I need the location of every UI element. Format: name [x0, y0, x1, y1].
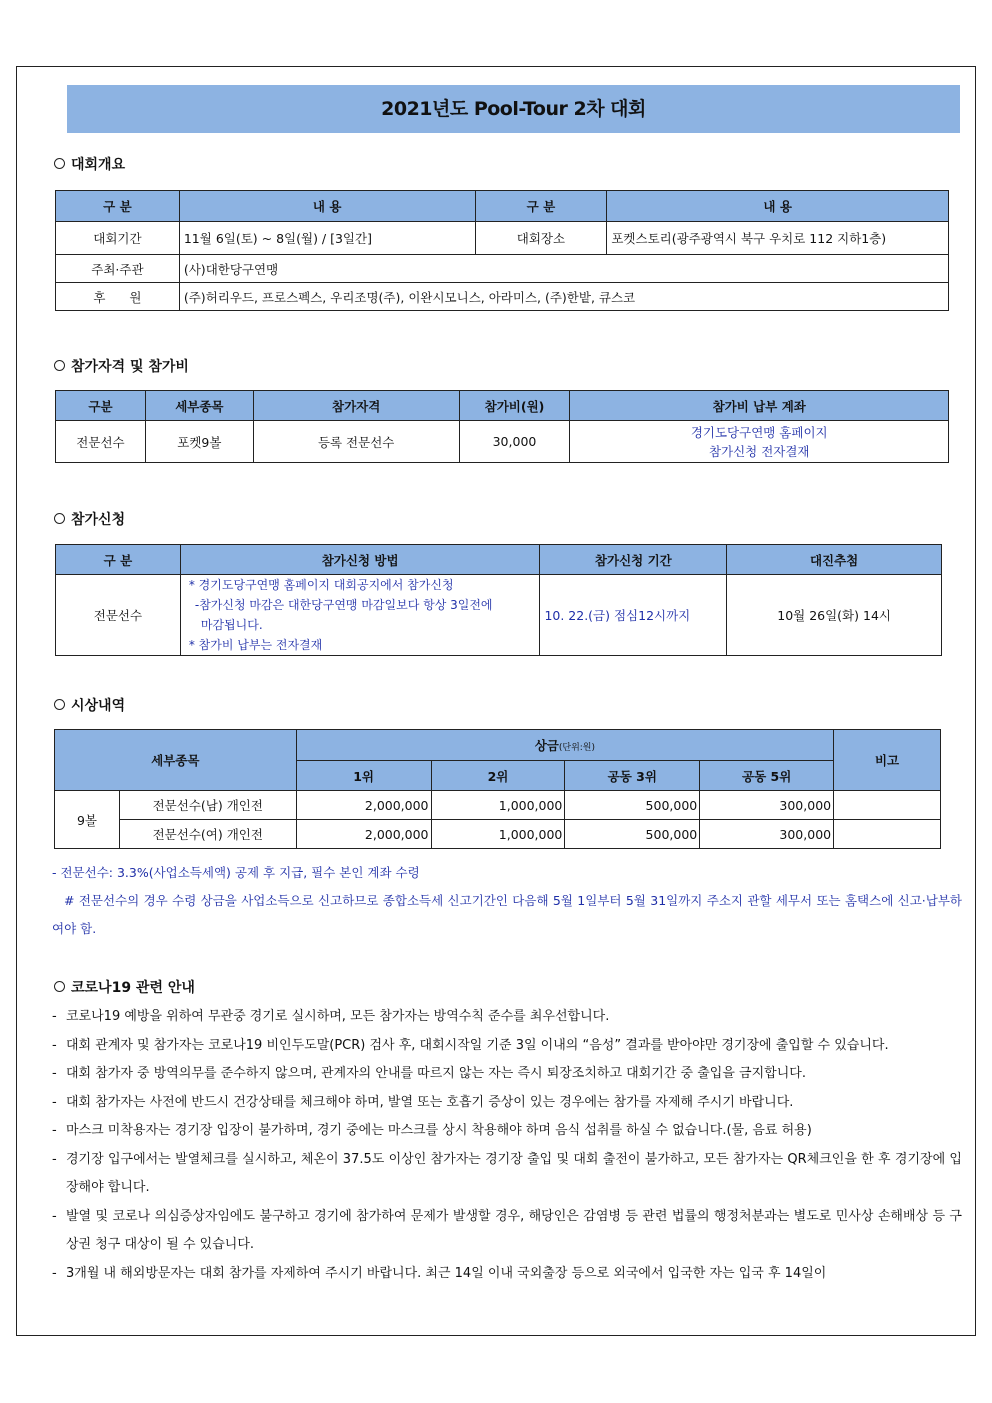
qualification-cell: 등록 전문선수 [253, 421, 459, 463]
prize-value-cell: 500,000 [565, 820, 700, 849]
covid-notice-list [52, 1003, 962, 1288]
host-label: 주최·주관 [56, 255, 180, 283]
page-title: 2021년도 Pool-Tour 2차 대회 [67, 85, 960, 133]
table-header-row [55, 730, 941, 761]
table-header-cell: 구분 [56, 391, 146, 421]
note-cell [834, 791, 941, 820]
prize-notes [52, 859, 962, 943]
table-row [56, 421, 949, 463]
prize-note-line: - 전문선수: 3.3%(사업소득세액) 공제 후 지급, 필수 본인 계좌 수령 [52, 865, 420, 880]
section-heading-text: 시상내역 [71, 698, 126, 714]
covid-notice-text: 대회 관계자 및 참가자는 코로나19 비인두도말(PCR) 검사 후, 대회시작일 기준 3일 이내의 “음성” 결과를 받아야만 경기장에 출입할 수 있습니다. [66, 1037, 889, 1053]
method-line: * 참가비 납부는 전자결재 [188, 638, 323, 652]
prize-value-cell: 300,000 [700, 820, 834, 849]
payment-line: 경기도당구연맹 홈페이지 [690, 424, 828, 440]
circle-bullet-icon [54, 158, 65, 169]
period-cell: 10. 22.(금) 점심12시까지 [540, 575, 727, 656]
table-header-row [56, 391, 949, 421]
list-item: - 마스크 미착용자는 경기장 입장이 불가하며, 경기 중에는 마스크를 상시 착용해야 하며 음식 섭취를 하실 수 없습니다.(물, 음료 허용) [52, 1117, 962, 1146]
payment-line: 참가신청 전자결재 [708, 443, 810, 459]
table-header-cell: 구 분 [475, 191, 607, 222]
category-cell: 전문선수 [56, 575, 181, 656]
overview-table [55, 190, 949, 311]
table-header-cell: 내 용 [607, 191, 949, 222]
group-cell: 9볼 [55, 791, 120, 849]
category-cell: 전문선수 [56, 421, 146, 463]
prize-header-text: 상금 [534, 738, 559, 753]
method-line: -참가신청 마감은 대한당구연맹 마감일보다 항상 3일전에 [194, 598, 493, 612]
covid-notice-text: 경기장 입구에서는 발열체크를 실시하고, 체온이 37.5도 이상인 참가자는 경기장 출입 및 대회 출전이 불가하고, 모든 참가자는 QR체크인을 한 후 경기장에 입장해야 합니다. [66, 1151, 962, 1195]
table-header-cell: 구 분 [56, 191, 180, 222]
table-row [55, 820, 941, 849]
section-heading-prizes [54, 695, 125, 715]
prize-value-cell: 500,000 [565, 791, 700, 820]
sponsor-value: (주)허리우드, 프로스펙스, 우리조명(주), 이완시모니스, 아라미스, (주)한밭, 큐스코 [179, 283, 948, 311]
table-header-cell: 참가신청 방법 [180, 545, 540, 575]
eligibility-table [55, 390, 949, 463]
note-header: 비고 [834, 730, 941, 791]
list-item: - 대회 관계자 및 참가자는 코로나19 비인두도말(PCR) 검사 후, 대회시작일 기준 3일 이내의 “음성” 결과를 받아야만 경기장에 출입할 수 있습니다. [52, 1032, 962, 1061]
section-heading-text: 코로나19 관련 안내 [71, 980, 195, 996]
circle-bullet-icon [54, 360, 65, 371]
table-header-row [56, 191, 949, 222]
event-name-cell: 전문선수(여) 개인전 [119, 820, 296, 849]
table-row [55, 791, 941, 820]
list-item: - 경기장 입구에서는 발열체크를 실시하고, 체온이 37.5도 이상인 참가자는 경기장 출입 및 대회 출전이 불가하고, 모든 참가자는 QR체크인을 한 후 경기장에 입장해야 합니다. [52, 1146, 962, 1203]
prize-value-cell: 2,000,000 [296, 820, 431, 849]
table-row [56, 283, 949, 311]
prize-unit: (단위:원) [558, 743, 596, 753]
method-line: * 경기도당구연맹 홈페이지 대회공지에서 참가신청 [188, 578, 454, 592]
covid-notice-text: 대회 참가자는 사전에 반드시 건강상태를 체크해야 하며, 발열 또는 호흡기 증상이 있는 경우에는 참가를 자제해 주시기 바랍니다. [66, 1094, 794, 1110]
table-header-row [56, 545, 942, 575]
table-header-cell: 대진추첨 [727, 545, 942, 575]
covid-notice-text: 마스크 미착용자는 경기장 입장이 불가하며, 경기 중에는 마스크를 상시 착용해야 하며 음식 섭취를 하실 수 없습니다.(물, 음료 허용) [66, 1123, 812, 1138]
list-item: - 대회 참가자는 사전에 반드시 건강상태를 체크해야 하며, 발열 또는 호흡기 증상이 있는 경우에는 참가를 자제해 주시기 바랍니다. [52, 1089, 962, 1118]
prize-value-cell: 2,000,000 [296, 791, 431, 820]
circle-bullet-icon [54, 981, 65, 992]
event-header: 세부종목 [55, 730, 297, 791]
covid-notice-text: 발열 및 코로나 의심증상자임에도 불구하고 경기에 참가하여 문제가 발생할 경우, 해당인은 감염병 등 관련 법률의 행정처분과는 별도로 민사상 손해배상 등 구상권 청구 대상이 될 수 있습니다. [66, 1208, 962, 1252]
list-item: - 코로나19 예방을 위하여 무관중 경기로 실시하며, 모든 참가자는 방역수칙 준수를 최우선합니다. [52, 1003, 962, 1032]
method-cell [180, 575, 540, 656]
covid-notice-text: 코로나19 예방을 위하여 무관중 경기로 실시하며, 모든 참가자는 방역수칙 준수를 최우선합니다. [66, 1009, 610, 1024]
table-row [56, 575, 942, 656]
sponsor-label: 후 원 [56, 283, 180, 311]
covid-notice-text: 3개월 내 해외방문자는 대회 참가를 자제하여 주시기 바랍니다. 최근 14일 이내 국외출장 등으로 외국에서 입국한 자는 입국 후 14일이 [66, 1265, 827, 1281]
covid-notice-text: 대회 참가자 중 방역의무를 준수하지 않으며, 관계자의 안내를 따르지 않는 자는 즉시 퇴장조치하고 대회기간 중 출입을 금지합니다. [66, 1066, 806, 1081]
section-heading-text: 참가자격 및 참가비 [71, 359, 189, 375]
section-heading-overview [54, 154, 125, 174]
prize-note-line: # 전문선수의 경우 수령 상금을 사업소득으로 신고하므로 종합소득세 신고기간인 다음해 5월 1일부터 5월 31일까지 주소지 관할 세무서 또는 홈택스에 신고·납부하여야 함. [52, 893, 962, 936]
table-header-cell: 참가자격 [253, 391, 459, 421]
section-heading-text: 참가신청 [71, 512, 126, 528]
table-header-cell: 세부종목 [145, 391, 253, 421]
prize-value-cell: 1,000,000 [431, 791, 565, 820]
note-cell [834, 820, 941, 849]
list-item: - 3개월 내 해외방문자는 대회 참가를 자제하여 주시기 바랍니다. 최근 14일 이내 국외출장 등으로 외국에서 입국한 자는 입국 후 14일이 [52, 1260, 962, 1289]
circle-bullet-icon [54, 699, 65, 710]
period-value: 11월 6일(토) ~ 8일(월) / [3일간] [179, 222, 475, 255]
rank-header: 공동 3위 [565, 761, 700, 791]
table-header-cell: 참가비(원) [459, 391, 570, 421]
rank-header: 2위 [431, 761, 565, 791]
table-header-cell: 참가비 납부 계좌 [570, 391, 949, 421]
prize-value-cell: 300,000 [700, 791, 834, 820]
method-line: 마감됩니다. [200, 618, 263, 632]
section-heading-text: 대회개요 [71, 157, 126, 173]
section-heading-eligibility [54, 356, 189, 376]
venue-label: 대회장소 [475, 222, 607, 255]
rank-header: 1위 [296, 761, 431, 791]
prize-table [54, 729, 941, 849]
event-name-cell: 전문선수(남) 개인전 [119, 791, 296, 820]
prize-header [296, 730, 833, 761]
prize-value-cell: 1,000,000 [431, 820, 565, 849]
list-item: - 대회 참가자 중 방역의무를 준수하지 않으며, 관계자의 안내를 따르지 않는 자는 즉시 퇴장조치하고 대회기간 중 출입을 금지합니다. [52, 1060, 962, 1089]
section-heading-application [54, 509, 125, 529]
table-header-cell: 구 분 [56, 545, 181, 575]
fee-cell: 30,000 [459, 421, 570, 463]
period-label: 대회기간 [56, 222, 180, 255]
draw-cell: 10월 26일(화) 14시 [727, 575, 942, 656]
table-header-cell: 참가신청 기간 [540, 545, 727, 575]
host-value: (사)대한당구연맹 [179, 255, 948, 283]
event-cell: 포켓9볼 [145, 421, 253, 463]
list-item: - 발열 및 코로나 의심증상자임에도 불구하고 경기에 참가하여 문제가 발생할 경우, 해당인은 감염병 등 관련 법률의 행정처분과는 별도로 민사상 손해배상 등 구상권 청구 대상이 될 수 있습니다. [52, 1203, 962, 1260]
section-heading-covid [54, 977, 195, 997]
rank-header: 공동 5위 [700, 761, 834, 791]
venue-value: 포켓스토리(광주광역시 북구 우치로 112 지하1층) [607, 222, 949, 255]
payment-cell [570, 421, 949, 463]
application-table [55, 544, 942, 656]
table-row [56, 255, 949, 283]
table-row [56, 222, 949, 255]
table-header-cell: 내 용 [179, 191, 475, 222]
circle-bullet-icon [54, 513, 65, 524]
